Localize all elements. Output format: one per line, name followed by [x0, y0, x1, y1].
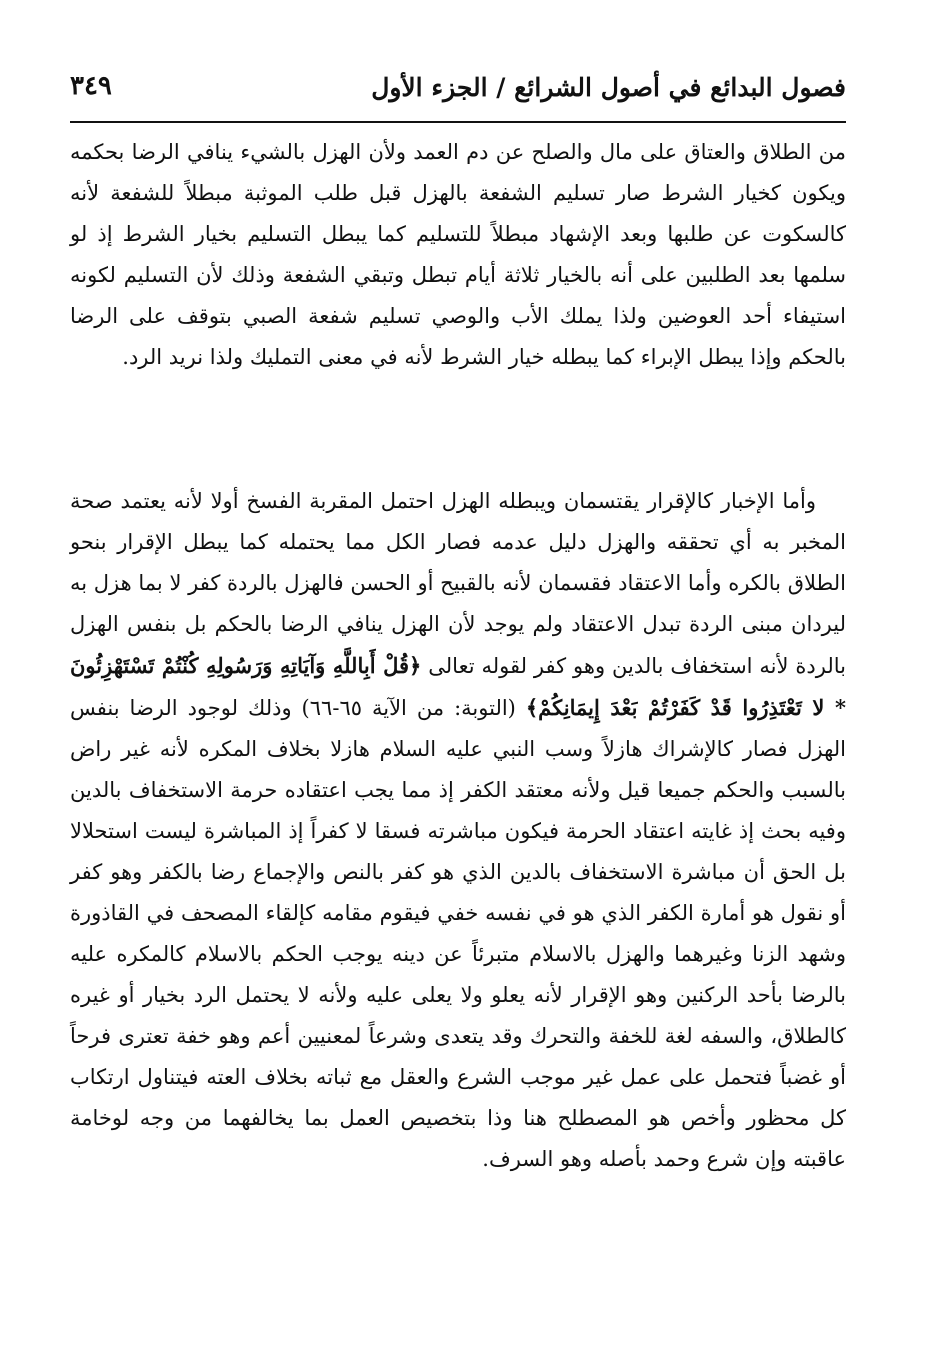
- paragraph-2-after-quran: (التوبة: من الآية ٦٥-٦٦) وذلك لوجود الرضا بنفس الهزل فصار كالإشراك هازلاً وسب النبي عليه السلام هازلا بخلاف المكره لأنه غير راض بالسبب والحكم جميعا قيل ولأنه معتقد الكفر إذ مما يجب اعتقاده حرمة الاستخفاف بالدين وفيه بحث إذ غايته اعتقاد الحرمة فيكون مباشرته فسقا لا كفراً إذ المباشرة ليست استحلالا بل الحق أن مباشرة الاستخفاف بالدين الذي هو كفر بالنص والإجماع رضا بالكفر وهو كفر أو نقول هو أمارة الكفر الذي هو في نفسه خفي فيقوم مقامه كإلقاء المصحف في القاذورة وشهد الزنا وغيرهما والهزل بالاسلام متبرئاً عن دينه يوجب الحكم بالاسلام كالمكره عليه بالرضا بأحد الركنين وهو الإقرار لأنه يعلو ولا يعلى عليه ولأنه لا يحتمل الرد بخيار أو غيره كالطلاق، والسفه لغة للخفة والتحرك وقد يتعدى وشرعاً لمعنيين أعم وهو خفة تعترى فرحاً أو غضباً فتحمل على عمل غير موجب الشرع والعقل مع ثباته بخلاف العته فيتناول ارتكاب كل محظور وأخص هو المصطلح هنا وذا بتخصيص العمل بما يخالفهما من وجه لوخامة عاقبته وإن شرع وحمد بأصله وهو السرف.: [70, 696, 846, 1171]
- paragraph-2: [70, 481, 846, 1180]
- running-title: فصول البدائع في أصول الشرائع / الجزء الأول: [371, 73, 846, 102]
- quran-quotation: ﴿قُلْ أَبِاللَّهِ وَآيَاتِهِ وَرَسُولِهِ كُنْتُمْ تَسْتَهْزِئُونَ * لا تَعْتَذِرُوا قَدْ كَفَرْتُمْ بَعْدَ إِيمَانِكُمْ﴾: [70, 653, 847, 720]
- paragraph-1: من الطلاق والعتاق على مال والصلح عن دم العمد ولأن الهزل بالشيء ينافي الرضا بحكمه ويكون كخيار الشرط صار تسليم الشفعة بالهزل قبل طلب الموثبة مبطلاً للشفعة لأنه كالسكوت عن طلبها وبعد الإشهاد مبطلاً للتسليم كما يبطل التسليم بخيار الشرط إذ لو سلمها بعد الطلبين على أنه بالخيار ثلاثة أيام تبطل وتبقي الشفعة وذلك لأن التسليم لكونه استيفاء أحد العوضين ولذا يملك الأب والوصي تسليم شفعة الصبي بتوقف على الرضا بالحكم وإذا يبطل الإبراء كما يبطله خيار الشرط لأنه في معنى التمليك ولذا نريد الرد.: [70, 140, 846, 369]
- header-rule: [70, 121, 846, 123]
- page-header: [70, 66, 846, 116]
- page-number: ٣٤٩: [70, 71, 112, 101]
- paragraph-2-before-quran: وأما الإخبار كالإقرار يقتسمان ويبطله الهزل احتمل المقربة الفسخ أولا لأنه يعتمد صحة المخبر به أي تحققه والهزل دليل عدمه فصار الكل مما يحتمله كما يبطل الإقرار بنحو الطلاق بالكره وأما الاعتقاد فقسمان لأنه بالقبيح أو الحسن فالهزل بالردة كفر لا بما هزل به ليردان مبنى الردة تبدل الاعتقاد ولم يوجد لأن الهزل ينافي الرضا بالحكم بل بنفس الهزل بالردة لأنه استخفاف بالدين وهو كفر لقوله تعالى: [70, 489, 847, 678]
- main-text: [70, 132, 846, 1180]
